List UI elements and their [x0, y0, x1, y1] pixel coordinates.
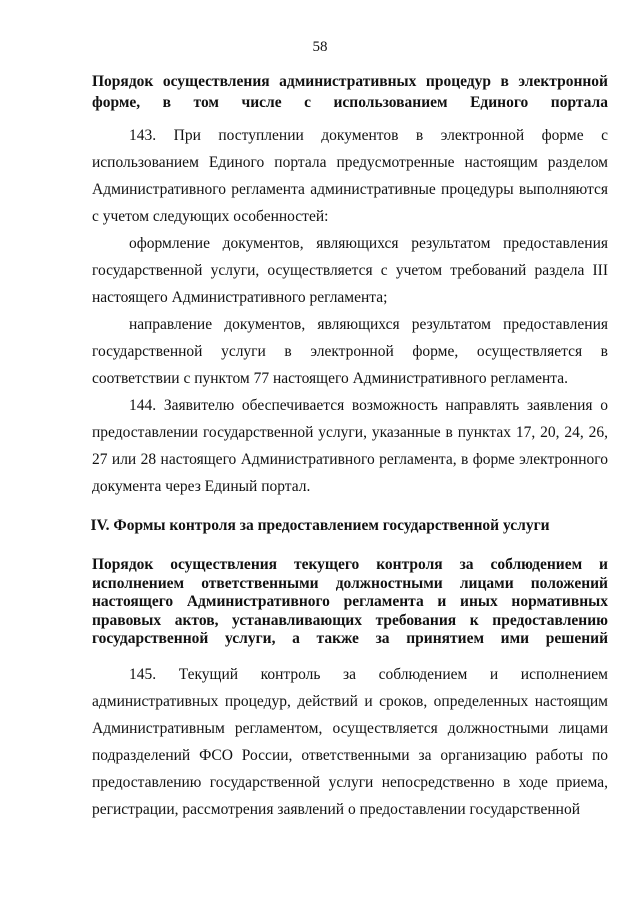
paragraphs-group-2 — [92, 661, 608, 823]
paragraph-143-item-1: оформление документов, являющихся результатом предоставления государственной услуги, осуществляется с учетом требований раздела III настоящего Административного регламента; — [92, 235, 608, 306]
paragraph-143-item-2: направление документов, являющихся результатом предоставления государственной услуги в электронной форме, осуществляется в соответствии с пунктом 77 настоящего Административного регламента. — [92, 316, 608, 387]
subsection-heading-electronic-procedures: Порядок осуществления административных процедур в электронной форме, в том числе с использованием Единого портала — [92, 73, 608, 111]
subsection-heading-current-control: Порядок осуществления текущего контроля за соблюдением и исполнением ответственными должностными лицами положений настоящего Административного регламента и иных нормативных правовых актов, устанавливающих требования к предоставлению государственной услуги, а также за принятием ими решений — [92, 556, 608, 647]
paragraph-145: 145. Текущий контроль за соблюдением и исполнением административных процедур, действий и сроков, определенных настоящим Административным регламентом, осуществляется должностными лицами подразделений ФСО России, ответственными за организацию работы по предоставлению государственной услуги непосредственно в ходе приема, регистрации, рассмотрения заявлений о предоставлении государственной — [92, 666, 608, 818]
paragraph-143: 143. При поступлении документов в электронной форме с использованием Единого портала предусмотренные настоящим разделом Административного регламента административные процедуры выполняются с учетом следующих особенностей: — [92, 127, 608, 225]
page-number: 58 — [312, 39, 328, 55]
paragraph-144: 144. Заявителю обеспечивается возможность направлять заявления о предоставлении государственной услуги, указанные в пунктах 17, 20, 24, 26, 27 или 28 настоящего Административного регламента, в форме электронного документа через Единый портал. — [92, 397, 608, 495]
paragraphs-group-1 — [92, 122, 608, 500]
section-title-iv: IV. Формы контроля за предоставлением государственной услуги — [90, 517, 550, 534]
